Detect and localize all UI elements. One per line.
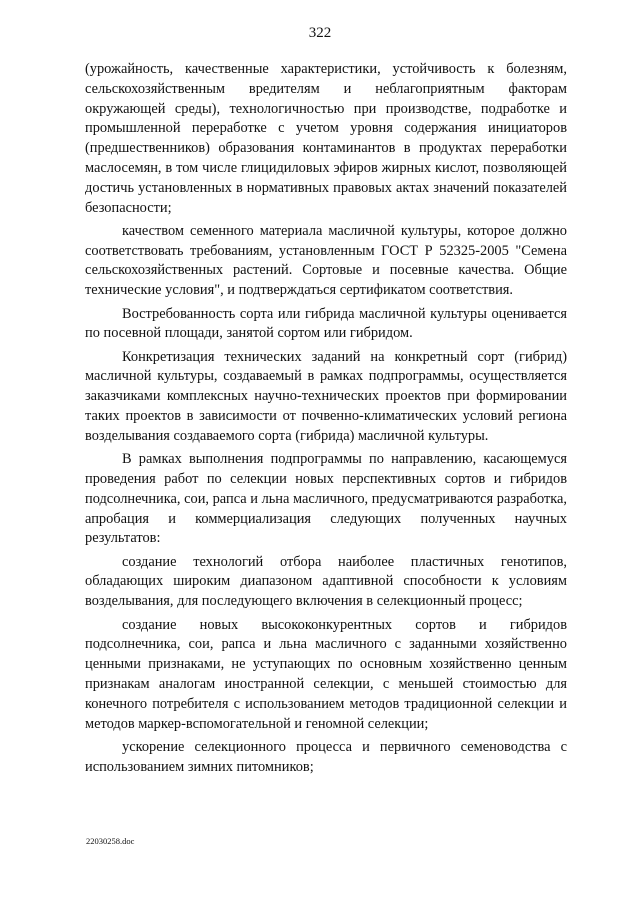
footer-filename: 22030258.doc: [86, 836, 135, 846]
paragraph-7: создание новых высококонкурентных сортов и гибридов подсолнечника, сои, рапса и льна масличного с заданными хозяйственно ценными признаками, не уступающих по основным хозяйственно ценным признакам аналогам иностранной селекции, с меньшей стоимостью для конечного потребителя с использованием методов традиционной селекции и методов маркер-вспомогательной и геномной селекции;: [85, 616, 567, 732]
paragraph-3: Востребованность сорта или гибрида масличной культуры оценивается по посевной площади, занятой сортом или гибридом.: [85, 305, 567, 342]
paragraph-5: В рамках выполнения подпрограммы по направлению, касающемуся проведения работ по селекции новых перспективных сортов и гибридов подсолнечника, сои, рапса и льна масличного, предусматриваются разработка, апробация и коммерциализация следующих полученных научных результатов:: [85, 451, 567, 547]
paragraph-6: создание технологий отбора наиболее пластичных генотипов, обладающих широким диапазоном адаптивной способности к условиям возделывания, для последующего включения в селекционный процесс;: [85, 553, 567, 610]
paragraph-4: Конкретизация технических заданий на конкретный сорт (гибрид) масличной культуры, создаваемый в рамках подпрограммы, осуществляется заказчиками комплексных научно-технических проектов при формировании таких проектов в зависимости от почвенно-климатических условий региона возделывания создаваемого сорта (гибрида) масличной культуры.: [85, 348, 567, 444]
page-number: 322: [308, 25, 332, 41]
paragraph-2: качеством семенного материала масличной культуры, которое должно соответствовать требованиям, установленным ГОСТ Р 52325-2005 "Семена сельскохозяйственных растений. Сортовые и посевные качества. Общие технические условия", и подтверждаться сертификатом соответствия.: [85, 222, 567, 299]
paragraph-1: (урожайность, качественные характеристики, устойчивость к болезням, сельскохозяйственным вредителям и неблагоприятным факторам окружающей среды), технологичностью при производстве, подработке и промышленной переработке с учетом уровня содержания инициаторов (предшественников) образования контаминантов в продуктах переработки маслосемян, в том числе глицидиловых эфиров жирных кислот, позволяющей достичь установленных в нормативных правовых актах значений показателей безопасности;: [85, 61, 567, 216]
document-body: [85, 60, 567, 781]
paragraph-8: ускорение селекционного процесса и первичного семеноводства с использованием зимних питомников;: [85, 738, 567, 775]
